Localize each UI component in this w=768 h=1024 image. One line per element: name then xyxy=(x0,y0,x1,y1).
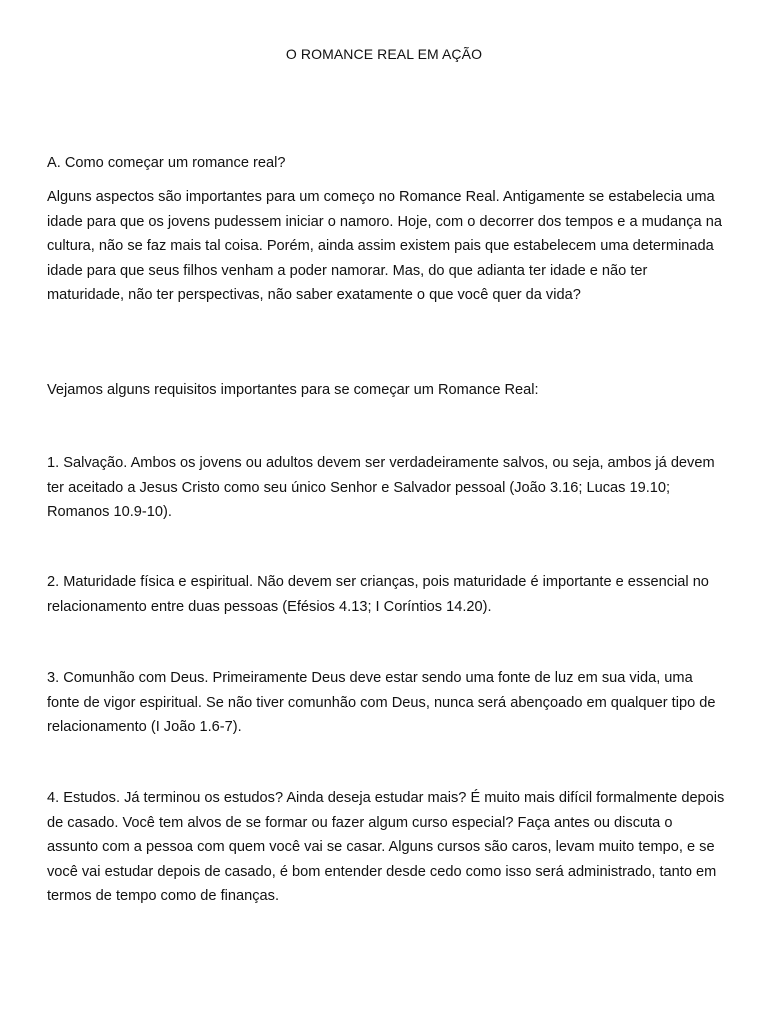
requisitos-intro-paragraph: Vejamos alguns requisitos importantes para se começar um Romance Real: xyxy=(47,382,539,398)
document-title: O ROMANCE REAL EM AÇÃO xyxy=(285,46,483,62)
requisito-item-comunhao: 3. Comunhão com Deus. Primeiramente Deus deve estar sendo uma fonte de luz em sua vida, uma fonte de vigor espiritual. Se não tiver comunhão com Deus, nunca será abençoado em qualquer tipo de relacionamento (I João 1.6-7). xyxy=(47,670,716,736)
intro-paragraph: Alguns aspectos são importantes para um começo no Romance Real. Antigamente se estabelecia uma idade para que os jovens pudessem iniciar o namoro. Hoje, com o decorrer dos tempos e a mudança na cultura, não se faz mais tal coisa. Porém, ainda assim existem pais que estabelecem uma determinada idade para que seus filhos venham a poder namorar. Mas, do que adianta ter idade e não ter maturidade, não ter perspectivas, não saber exatamente o que você quer da vida? xyxy=(47,189,722,304)
requisito-item-salvacao: 1. Salvação. Ambos os jovens ou adultos devem ser verdadeiramente salvos, ou seja, ambos já devem ter aceitado a Jesus Cristo como seu único Senhor e Salvador pessoal (João 3.16; Lucas 19.10; Romanos 10.9-10). xyxy=(47,455,715,521)
requisito-item-estudos: 4. Estudos. Já terminou os estudos? Ainda deseja estudar mais? É muito mais difícil formalmente depois de casado. Você tem alvos de se formar ou fazer algum curso especial? Faça antes ou discuta o assunto com a pessoa com quem você vai se casar. Alguns cursos são caros, levam muito tempo, e se você vai estudar depois de casado, é bom entender desde cedo como isso será administrado, tanto em termos de tempo como de finanças. xyxy=(47,790,725,905)
requisito-item-maturidade: 2. Maturidade física e espiritual. Não devem ser crianças, pois maturidade é importante e essencial no relacionamento entre duas pessoas (Efésios 4.13; I Coríntios 14.20). xyxy=(47,574,709,615)
section-a-heading: A. Como começar um romance real? xyxy=(47,155,286,171)
